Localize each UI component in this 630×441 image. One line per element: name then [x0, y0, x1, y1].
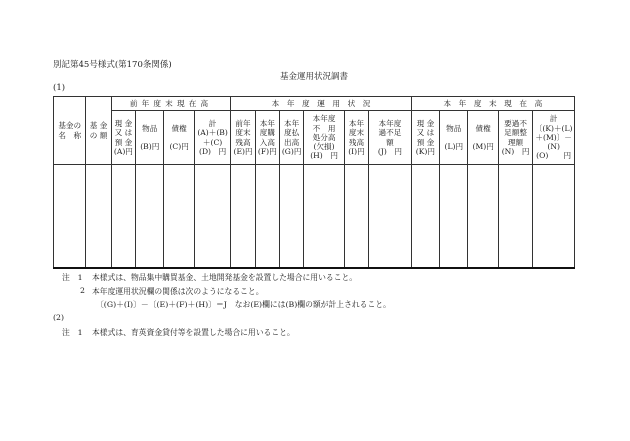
table-cell[interactable]: [255, 165, 279, 269]
table-cell[interactable]: [344, 165, 368, 269]
note-3-prefix: 注 1: [62, 328, 83, 337]
table-cell[interactable]: [136, 165, 164, 269]
col-j-surplus-deficit: 本年度 過不足 額 (J) 円: [369, 111, 412, 165]
fund-amount-header: 基 金 の 額: [86, 97, 111, 165]
table-cell[interactable]: [164, 165, 194, 269]
table-cell[interactable]: [440, 165, 468, 269]
table-row: [54, 165, 575, 269]
note-1-prefix: 注 1: [62, 273, 83, 282]
table-cell[interactable]: [54, 165, 86, 269]
col-l-goods: 物品 (L)円: [440, 111, 468, 165]
table-cell[interactable]: [111, 165, 135, 269]
col-f-purchases: 本年 度購 入高 (F)円: [255, 111, 279, 165]
table-cell[interactable]: [468, 165, 498, 269]
col-d-total: 計 (A)＋(B) ＋(C) (D) 円: [194, 111, 231, 165]
col-c-receivables: 債権 (C)円: [164, 111, 194, 165]
table-cell[interactable]: [194, 165, 231, 269]
col-n-adjustment: 要過不 足額整 理額 (N) 円: [498, 111, 532, 165]
document-title: 基金運用状況調書: [280, 72, 349, 82]
col-k-cash-deposit: 現 金 又 は 預 金 (K)円: [411, 111, 439, 165]
col-b-goods: 物品 (B)円: [136, 111, 164, 165]
note-1-text: 本様式は、物品集中購買基金、土地開発基金を設置した場合に用いること。: [92, 273, 358, 282]
table-cell[interactable]: [231, 165, 255, 269]
prior-year-end-balance-group: 前年度末現在高: [111, 97, 231, 111]
col-a-cash-deposit: 現 金 又 は 預 金 (A)円: [111, 111, 135, 165]
note-3-text: 本様式は、育英資金貸付等を設置した場合に用いること。: [92, 328, 295, 337]
col-o-total: 計 〔(K)＋(L) ＋(M)〕－ (N) (O) 円: [533, 111, 575, 165]
col-g-disbursements: 本年 度払 出高 (G)円: [279, 111, 303, 165]
table-cell[interactable]: [498, 165, 532, 269]
table-cell[interactable]: [304, 165, 345, 269]
current-year-end-balance-group: 本 年 度 末 現 在 高: [411, 97, 574, 111]
form-label: 別記第45号様式(第170条関係): [53, 60, 172, 70]
col-i-year-end-balance: 本年 度末 残高 (I)円: [344, 111, 368, 165]
current-year-operations-group: 本 年 度 運 用 状 況: [231, 97, 411, 111]
fund-status-table: [53, 96, 575, 269]
fund-name-header: 基金の 名 称: [54, 97, 86, 165]
col-e-prior-balance: 前年 度末 残高 (E)円: [231, 111, 255, 165]
note-2-formula: 〔(G)＋(I)〕－〔(E)＋(F)＋(H)〕＝J なお(E)欄には(B)欄の額が計上されること。: [96, 300, 391, 309]
table-cell[interactable]: [86, 165, 111, 269]
section-2-label: (2): [53, 313, 65, 322]
col-m-receivables: 債権 (M)円: [468, 111, 498, 165]
table-cell[interactable]: [369, 165, 412, 269]
table-cell[interactable]: [279, 165, 303, 269]
table-cell[interactable]: [411, 165, 439, 269]
note-2-prefix: 2: [80, 286, 85, 295]
section-1-label: (1): [53, 83, 66, 93]
table-cell[interactable]: [533, 165, 575, 269]
col-h-disposals: 本年度 不 用 処分高 (欠損) (H) 円: [304, 111, 345, 165]
note-2-text: 本年度運用状況欄の関係は次のようになること。: [92, 287, 264, 296]
